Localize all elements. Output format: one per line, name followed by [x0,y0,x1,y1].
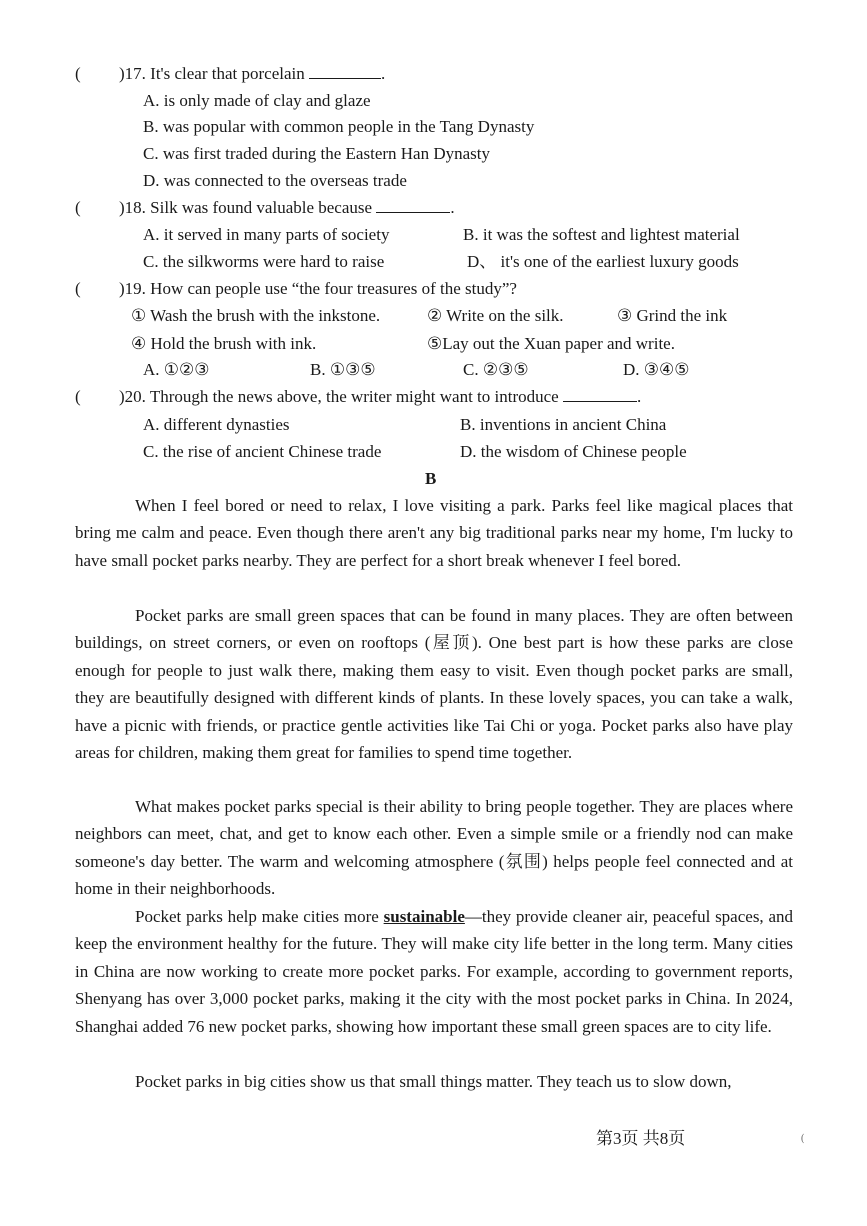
option-19a[interactable] [143,359,210,381]
question-20-stem [75,386,641,408]
option-text: inventions in ancient China [479,415,667,434]
step-1: ① Wash the brush with the inkstone. [131,306,381,325]
passage-paragraph-5: Pocket parks in big cities show us that small things matter. They teach us to slow down, [135,1072,732,1091]
option-18c[interactable] [143,251,384,273]
option-text: ③④⑤ [643,360,690,379]
option-letter: D. [623,360,640,379]
option-letter: B. [463,225,479,244]
passage-paragraph-3: What makes pocket parks special is their ability to bring people together. They are places where neighbors can meet, chat, and get to know each other. Even a simple smile or a friendly nod can make someone's day better. The warm and welcoming atmosphere (氛围) helps people feel connected and at home in their neighborhoods. [75,797,793,899]
question-text: Silk was found valuable because [150,198,373,217]
option-text: was connected to the overseas trade [163,171,407,190]
option-text: the rise of ancient Chinese trade [162,442,382,461]
option-letter: B. [460,415,476,434]
option-letter: B. [143,117,159,136]
option-20d[interactable] [460,441,687,463]
option-letter: C. [143,442,159,461]
step-2: ② Write on the silk. [427,306,564,325]
answer-blank[interactable] [376,197,450,213]
option-text: ①③⑤ [329,360,376,379]
step-4: ④ Hold the brush with ink. [131,334,317,353]
step-5: ⑤Lay out the Xuan paper and write. [427,334,675,353]
question-text: Through the news above, the writer might want to introduce [149,387,559,406]
section-title: B [425,469,437,488]
option-letter: D、 [467,252,497,271]
question-18-stem [75,197,455,219]
option-19d[interactable] [623,359,690,381]
answer-paren: ( [75,64,81,83]
option-letter: A. [143,415,160,434]
page-number: 第3页 共8页 [596,1129,686,1148]
margin-mark: ( [801,1133,805,1144]
question-17-stem [75,63,385,85]
passage-paragraph-4 [75,903,793,1040]
option-text: is only made of clay and glaze [163,91,371,110]
question-number: )20. [119,387,146,406]
option-20a[interactable] [143,414,290,436]
question-end: . [381,64,386,83]
option-19b[interactable] [310,359,376,381]
paragraph-text: Pocket parks help make cities more [135,907,384,926]
option-17a[interactable] [143,90,371,112]
question-number: )18. [119,198,146,217]
option-text: different dynasties [163,415,290,434]
question-end: . [450,198,455,217]
option-19c[interactable] [463,359,529,381]
keyword-sustainable: sustainable [383,907,465,926]
option-17c[interactable] [143,143,490,165]
option-18a[interactable] [143,224,389,246]
answer-blank[interactable] [563,386,637,402]
option-letter: C. [143,252,159,271]
question-number: )19. [119,279,146,298]
question-number: )17. [119,64,146,83]
option-text: it was the softest and lightest material [482,225,740,244]
option-17d[interactable] [143,170,407,192]
option-letter: D. [460,442,477,461]
question-19-stem [75,278,517,300]
option-letter: B. [310,360,326,379]
question-text: How can people use “the four treasures of the study”? [150,279,517,298]
passage-paragraph-1: When I feel bored or need to relax, I love visiting a park. Parks feel like magical places that bring me calm and peace. Even though there aren't any big traditional parks near my home, I'm lucky to have small pocket parks nearby. They are perfect for a short break whenever I feel bored. [75,496,793,570]
option-text: ①②③ [163,360,210,379]
option-letter: C. [143,144,159,163]
option-text: the wisdom of Chinese people [480,442,687,461]
answer-blank[interactable] [309,63,381,79]
option-18b[interactable] [463,224,740,246]
option-letter: A. [143,91,160,110]
option-letter: C. [463,360,479,379]
question-end: . [636,387,642,406]
answer-paren: ( [75,198,81,217]
option-text: it served in many parts of society [163,225,390,244]
option-text: was popular with common people in the Tang Dynasty [162,117,535,136]
option-text: ②③⑤ [482,360,529,379]
passage-paragraph-2: Pocket parks are small green spaces that can be found in many places. They are often between buildings, on street corners, or even on rooftops (屋顶). One best part is how these parks are close enough for people to just walk there, making them easy to visit. Even though pocket parks are small, they are beautifully designed with different kinds of plants. In these lovely spaces, you can take a walk, have a picnic with friends, or practice gentle activities like Tai Chi or yoga. Pocket parks also have play areas for children, making them great for families to spend time together. [75,606,793,763]
option-letter: A. [143,225,160,244]
answer-paren: ( [75,387,81,406]
option-text: it's one of the earliest luxury goods [500,252,739,271]
option-text: was first traded during the Eastern Han Dynasty [162,144,491,163]
option-18d[interactable] [467,251,739,273]
option-letter: A. [143,360,160,379]
question-text: It's clear that porcelain [150,64,305,83]
option-20c[interactable] [143,441,381,463]
step-3: ③ Grind the ink [617,306,728,325]
paragraph-text: —they provide cleaner air, peaceful spaces, and keep the environment healthy for the future. They will make city life better in the long term. Many cities in China are now working to create more pocket parks. For example, according to government reports, Shenyang has over 3,000 pocket parks, making it the city with the most pocket parks in China. In 2024, Shanghai added 76 new pocket parks, showing how important these small green spaces are to city life. [75,907,794,1036]
answer-paren: ( [75,279,81,298]
option-text: the silkworms were hard to raise [162,252,385,271]
option-letter: D. [143,171,160,190]
option-17b[interactable] [143,116,534,138]
option-20b[interactable] [460,414,666,436]
